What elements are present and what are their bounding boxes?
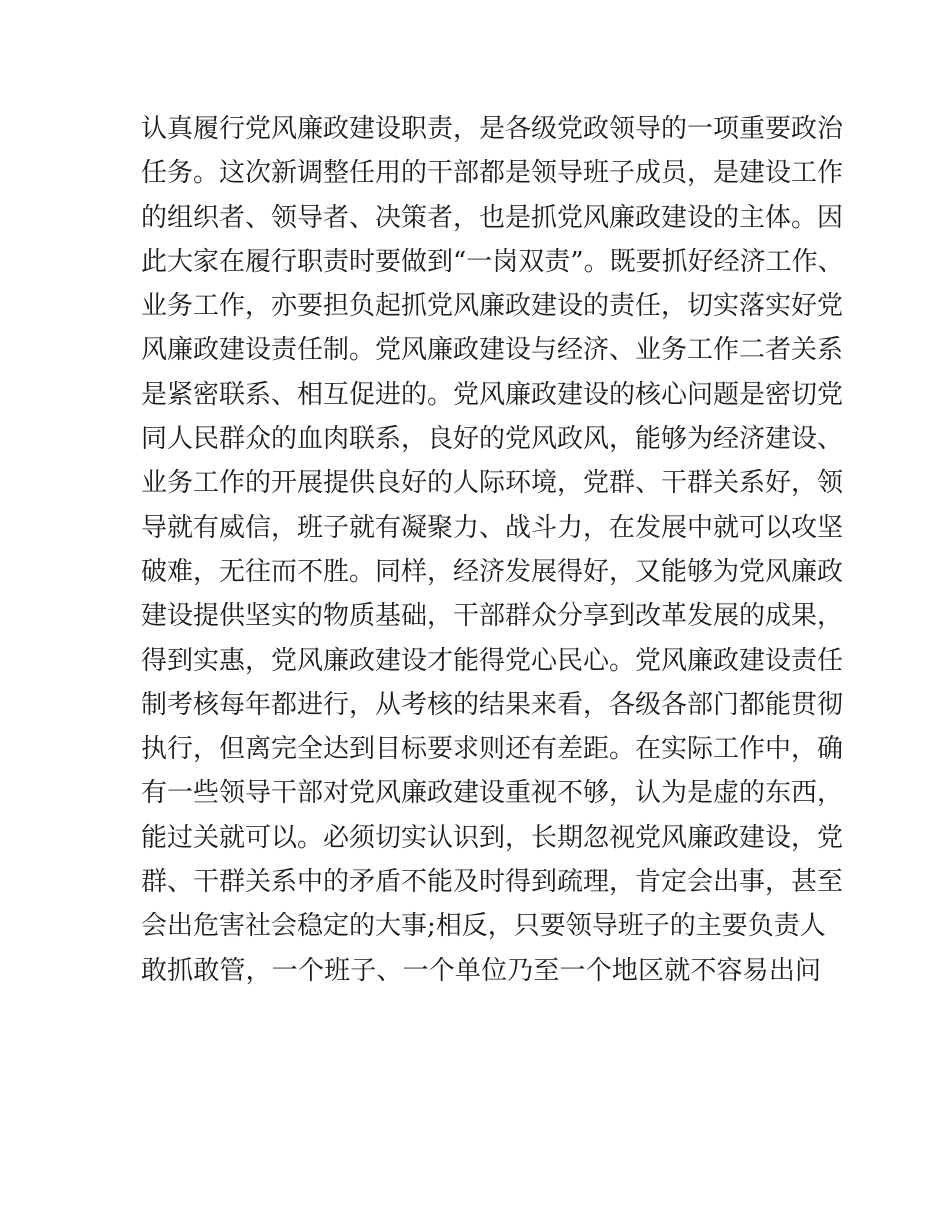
text-line: 业务工作的开展提供良好的人际环境，党群、干群关系好，领 <box>141 468 844 499</box>
body-paragraph <box>141 107 844 993</box>
text-line: 导就有威信，班子就有凝聚力、战斗力，在发展中就可以攻坚 <box>141 512 844 543</box>
text-line: 风廉政建设责任制。党风廉政建设与经济、业务工作二者关系 <box>141 335 844 366</box>
text-line: 破难，无往而不胜。同样，经济发展得好，又能够为党风廉政 <box>141 556 844 587</box>
text-line: 此大家在履行职责时要做到“一岗双责”。既要抓好经济工作、 <box>141 246 844 277</box>
text-line: 能过关就可以。必须切实认识到，长期忽视党风廉政建设，党 <box>141 822 844 853</box>
text-line: 有一些领导干部对党风廉政建设重视不够，认为是虚的东西， <box>141 778 844 809</box>
text-line: 群、干群关系中的矛盾不能及时得到疏理，肯定会出事，甚至 <box>141 867 844 898</box>
text-line: 业务工作，亦要担负起抓党风廉政建设的责任，切实落实好党 <box>141 291 844 322</box>
text-line: 执行，但离完全达到目标要求则还有差距。在实际工作中，确 <box>141 734 844 765</box>
text-line: 会出危害社会稳定的大事;相反，只要领导班子的主要负责人 <box>141 911 826 942</box>
text-line: 建设提供坚实的物质基础，干部群众分享到改革发展的成果， <box>141 601 844 632</box>
text-line: 的组织者、领导者、决策者，也是抓党风廉政建设的主体。因 <box>141 202 844 233</box>
text-line: 任务。这次新调整任用的干部都是领导班子成员，是建设工作 <box>141 158 844 189</box>
text-line: 制考核每年都进行，从考核的结果来看，各级各部门都能贯彻 <box>141 689 844 720</box>
text-line: 得到实惠，党风廉政建设才能得党心民心。党风廉政建设责任 <box>141 645 844 676</box>
text-line: 敢抓敢管，一个班子、一个单位乃至一个地区就不容易出问 <box>141 955 821 986</box>
text-line: 认真履行党风廉政建设职责，是各级党政领导的一项重要政治 <box>141 114 844 144</box>
text-line: 是紧密联系、相互促进的。党风廉政建设的核心问题是密切党 <box>141 379 844 410</box>
text-line: 同人民群众的血肉联系，良好的党风政风，能够为经济建设、 <box>141 424 844 455</box>
